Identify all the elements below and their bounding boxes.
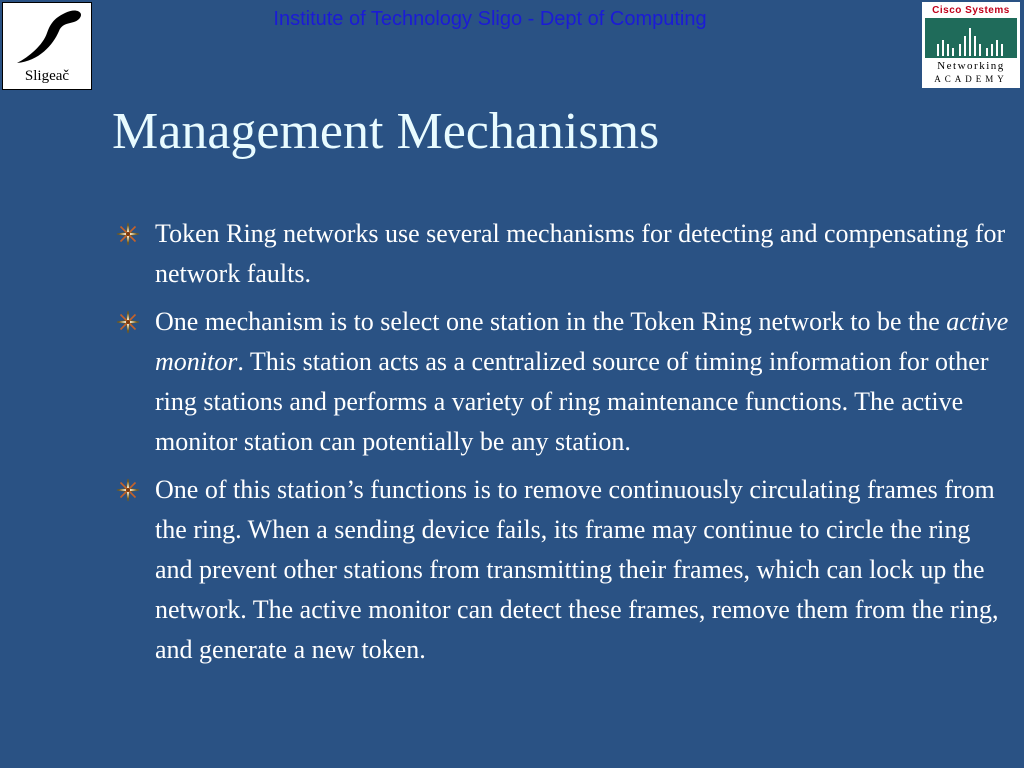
bullet-text-after: . This station acts as a centralized source of timing information for other ring stations and performs a variety of ring maintenance functions. The active monitor station can potentially be any station. (155, 347, 989, 456)
cisco-bridge-icon (925, 18, 1017, 58)
header-institution: Institute of Technology Sligo - Dept of Computing (273, 8, 707, 30)
sligo-logo (2, 2, 92, 90)
bullet-list (112, 214, 1012, 678)
cisco-academy-logo (922, 2, 1020, 88)
bullet-item (112, 470, 1012, 670)
swan-icon (3, 5, 91, 71)
slide-title: Management Mechanisms (112, 103, 660, 160)
bullet-text: Token Ring networks use several mechanisms for detecting and compensating for network faults. (155, 219, 1006, 288)
bullet-text: One of this station’s functions is to remove continuously circulating frames from the ring. When a sending device fails, its frame may continue to circle the ring and prevent other stations from transmitting their frames, which can lock up the network. The active monitor can detect these frames, remove them from the ring, and generate a new token. (155, 475, 999, 664)
bullet-item (112, 214, 1012, 294)
cisco-logo-academy: ACADEMY (934, 74, 1008, 84)
compass-star-bullet-icon (116, 478, 140, 502)
cisco-logo-networking: Networking (937, 60, 1005, 72)
bullet-item (112, 302, 1012, 462)
cisco-logo-title: Cisco Systems (932, 5, 1010, 16)
bullet-text-emphasis: active monitor (155, 307, 1009, 376)
sligo-logo-label: Sligeač (24, 68, 70, 84)
bullet-text-before: One mechanism is to select one station in the Token Ring network to be the (155, 307, 947, 336)
compass-star-bullet-icon (116, 310, 140, 334)
compass-star-bullet-icon (116, 222, 140, 246)
